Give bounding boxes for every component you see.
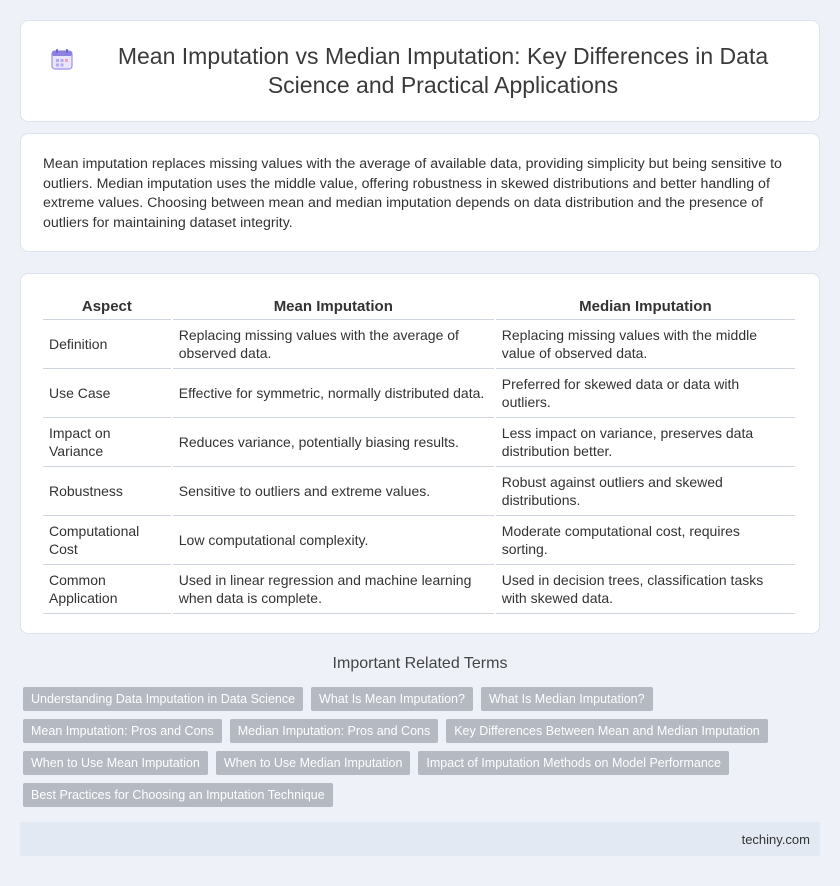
table-row bbox=[43, 516, 795, 565]
footer bbox=[20, 822, 820, 856]
related-term-link[interactable]: Mean Imputation: Pros and Cons bbox=[23, 719, 222, 743]
related-term-link[interactable]: What Is Mean Imputation? bbox=[311, 687, 473, 711]
table-cell: Use Case bbox=[43, 369, 171, 418]
table-row bbox=[43, 369, 795, 418]
table-cell: Effective for symmetric, normally distributed data. bbox=[173, 369, 494, 418]
related-term-link[interactable]: Understanding Data Imputation in Data Science bbox=[23, 687, 303, 711]
intro-text: Mean imputation replaces missing values with the average of available data, providing simplicity but being sensitive to outliers. Median imputation uses the middle value, offering robustness in skewed distributions and better handling of extreme values. Choosing between mean and median imputation depends on data distribution and the presence of outliers for maintaining dataset integrity. bbox=[43, 156, 782, 231]
header-median: Median Imputation bbox=[496, 296, 795, 320]
comparison-table-card bbox=[20, 273, 820, 634]
page-title: Mean Imputation vs Median Imputation: Key Differences in Data Science and Practical Applications bbox=[117, 43, 769, 98]
calendar-icon bbox=[51, 48, 73, 70]
table-cell: Impact on Variance bbox=[43, 418, 171, 467]
related-term-link[interactable]: What Is Median Imputation? bbox=[481, 687, 653, 711]
related-terms-title: Important Related Terms bbox=[332, 655, 508, 672]
header-aspect: Aspect bbox=[43, 296, 171, 320]
table-cell: Computational Cost bbox=[43, 516, 171, 565]
comparison-table bbox=[41, 296, 797, 614]
related-term-link[interactable]: Median Imputation: Pros and Cons bbox=[230, 719, 438, 743]
intro-card bbox=[20, 133, 820, 252]
table-cell: Robust against outliers and skewed distributions. bbox=[496, 467, 795, 516]
table-cell: Sensitive to outliers and extreme values. bbox=[173, 467, 494, 516]
table-cell: Less impact on variance, preserves data distribution better. bbox=[496, 418, 795, 467]
tag-row bbox=[23, 751, 803, 775]
tag-row bbox=[23, 719, 803, 743]
tag-row bbox=[23, 687, 803, 711]
table-cell: Definition bbox=[43, 320, 171, 369]
table-cell: Used in decision trees, classification tasks with skewed data. bbox=[496, 565, 795, 614]
header-card bbox=[20, 20, 820, 122]
table-cell: Replacing missing values with the average of observed data. bbox=[173, 320, 494, 369]
related-term-link[interactable]: Key Differences Between Mean and Median Imputation bbox=[446, 719, 768, 743]
table-cell: Reduces variance, potentially biasing results. bbox=[173, 418, 494, 467]
tag-row bbox=[23, 783, 803, 807]
table-cell: Common Application bbox=[43, 565, 171, 614]
table-cell: Replacing missing values with the middle value of observed data. bbox=[496, 320, 795, 369]
related-term-link[interactable]: Impact of Imputation Methods on Model Performance bbox=[418, 751, 729, 775]
table-cell: Moderate computational cost, requires sorting. bbox=[496, 516, 795, 565]
table-row bbox=[43, 565, 795, 614]
footer-site-link[interactable]: techiny.com bbox=[741, 831, 810, 847]
table-row bbox=[43, 418, 795, 467]
table-row bbox=[43, 320, 795, 369]
related-term-link[interactable]: When to Use Median Imputation bbox=[216, 751, 411, 775]
table-cell: Low computational complexity. bbox=[173, 516, 494, 565]
related-term-link[interactable]: When to Use Mean Imputation bbox=[23, 751, 208, 775]
table-cell: Preferred for skewed data or data with outliers. bbox=[496, 369, 795, 418]
table-cell: Used in linear regression and machine learning when data is complete. bbox=[173, 565, 494, 614]
related-term-link[interactable]: Best Practices for Choosing an Imputation Technique bbox=[23, 783, 333, 807]
header-mean: Mean Imputation bbox=[173, 296, 494, 320]
table-header-row bbox=[43, 296, 795, 320]
table-row bbox=[43, 467, 795, 516]
table-cell: Robustness bbox=[43, 467, 171, 516]
related-terms-tags bbox=[23, 687, 803, 815]
